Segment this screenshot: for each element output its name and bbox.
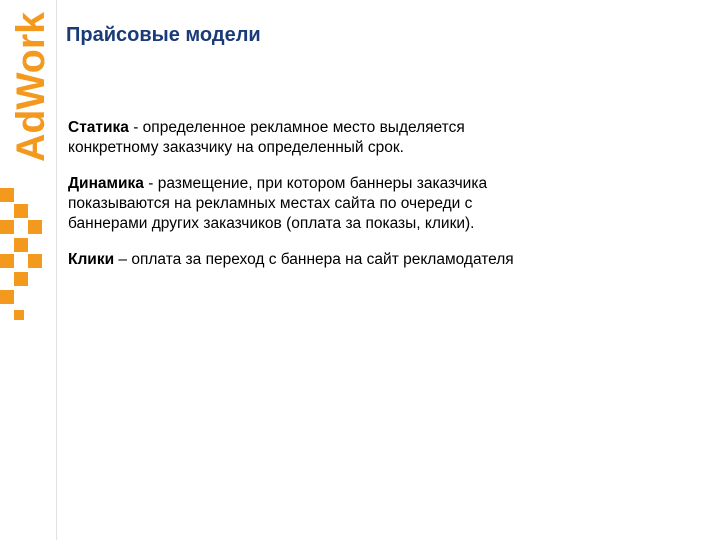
paragraph-static [68, 118, 668, 158]
paragraph-dynamic-line1: - размещение, при котором баннеры заказчика [143, 175, 488, 192]
term-clicks: Клики [68, 251, 115, 268]
term-static: Статика [68, 119, 129, 136]
adwork-logo [0, 0, 56, 175]
paragraph-dynamic-line3: баннерами других заказчиков (оплата за показы, клики). [68, 215, 475, 232]
paragraph-dynamic [68, 174, 668, 234]
paragraph-dynamic-line2: показываются на рекламных местах сайта по очереди с [68, 195, 473, 212]
paragraph-static-line2: конкретному заказчику на определенный срок. [68, 139, 404, 156]
decorative-pixel-pattern [0, 180, 56, 340]
sidebar-divider [56, 0, 57, 540]
term-dynamic: Динамика [68, 175, 144, 192]
slide-title: Прайсовые модели [66, 24, 261, 46]
paragraph-static-line1: - определенное рекламное место выделяется [128, 119, 465, 136]
sidebar [0, 0, 56, 540]
paragraph-clicks-line1: – оплата за переход с баннера на сайт рекламодателя [114, 251, 514, 268]
slide-content [68, 118, 668, 286]
paragraph-clicks [68, 250, 668, 270]
logo-text: AdWork [9, 9, 53, 162]
